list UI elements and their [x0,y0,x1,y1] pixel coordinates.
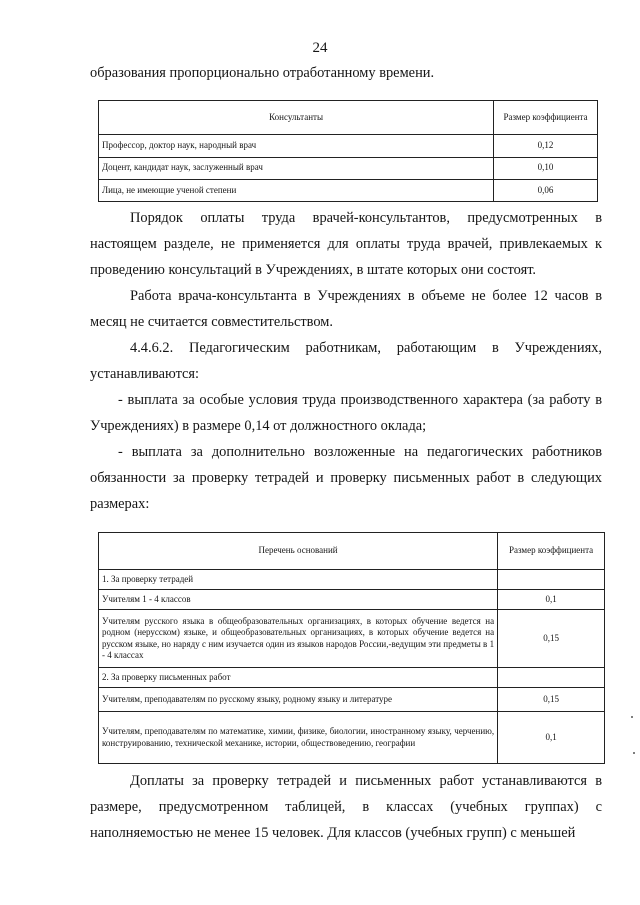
table-row [99,157,598,179]
table-cell-value [498,570,605,590]
paragraph-special-conditions: - выплата за особые условия труда производственного характера (за работу в Учреждениях) в размере 0,14 от должностного оклада; [90,392,602,434]
table-header-row [99,101,598,135]
table-cell-value: 0,10 [494,157,598,179]
table-cell-label: 1. За проверку тетрадей [99,570,498,590]
table-row [99,570,605,590]
table-cell-value: 0,15 [498,687,605,712]
table-cell-value: 0,15 [498,610,605,668]
table-cell-value: 0,06 [494,179,598,201]
table-cell-label: Учителям, преподавателям по русскому языку, родному языку и литературе [99,687,498,712]
table-header-cell: Консультанты [99,101,494,135]
paragraph-section-4-4-6-2: 4.4.6.2. Педагогическим работникам, работающим в Учреждениях, устанавливаются: [90,340,602,382]
table-cell-label: Лица, не имеющие ученой степени [99,179,494,201]
table-row [99,712,605,764]
paragraph-consultants-order: Порядок оплаты труда врачей-консультантов, предусмотренных в настоящем разделе, не применяется для оплаты труда врачей, привлекаемых к проведению консультаций в Учреждениях, в штате которых они состоят. [90,210,602,278]
paragraph-surcharges: Доплаты за проверку тетрадей и письменных работ устанавливаются в размере, предусмотренном таблицей, в классах (учебных группах) с наполняемостью не менее 15 человек. Для классов (учебных групп) с меньшей [90,773,602,841]
intro-line: образования пропорционально отработанному времени. [90,65,435,81]
table-row [99,610,605,668]
table-header-row [99,533,605,570]
table-cell-value [498,668,605,688]
table-cell-label: Учителям русского языка в общеобразовательных организациях, в которых обучение ведется на родном (нерусском) языке, и общеобразовательных организациях, в которых обучение ведется на русском языке, но наряду с ним изучается один из языков народов России,-ведущим эти предметы в 1 - 4 классах [99,610,498,668]
table-cell-value: 0,12 [494,135,598,157]
table-cell-label: Профессор, доктор наук, народный врач [99,135,494,157]
scan-speck [633,752,635,754]
table-row [99,687,605,712]
table-row [99,135,598,157]
table-header-cell: Перечень оснований [99,533,498,570]
consultants-table [98,100,598,202]
table-cell-value: 0,1 [498,589,605,610]
table-header-cell: Размер коэффициента [494,101,598,135]
table-cell-label: Доцент, кандидат наук, заслуженный врач [99,157,494,179]
table-row [99,589,605,610]
paragraph-notebook-checking: - выплата за дополнительно возложенные на педагогических работников обязанности за проверку тетрадей и проверку письменных работ в следующих размерах: [90,444,602,512]
paragraph-consultant-hours: Работа врача-консультанта в Учреждениях в объеме не более 12 часов в месяц не считается совместительством. [90,288,602,330]
page-number: 24 [312,40,328,56]
table-cell-label: Учителям, преподавателям по математике, химии, физике, биологии, иностранному языку, черчению, конструированию, технической механике, истории, обществоведению, географии [99,712,498,764]
table-cell-label: Учителям 1 - 4 классов [99,589,498,610]
table-row [99,179,598,201]
scan-speck [631,716,633,718]
teacher-coefficients-table [98,532,605,764]
table-header-cell: Размер коэффициента [498,533,605,570]
table-cell-label: 2. За проверку письменных работ [99,668,498,688]
table-row [99,668,605,688]
table-cell-value: 0,1 [498,712,605,764]
